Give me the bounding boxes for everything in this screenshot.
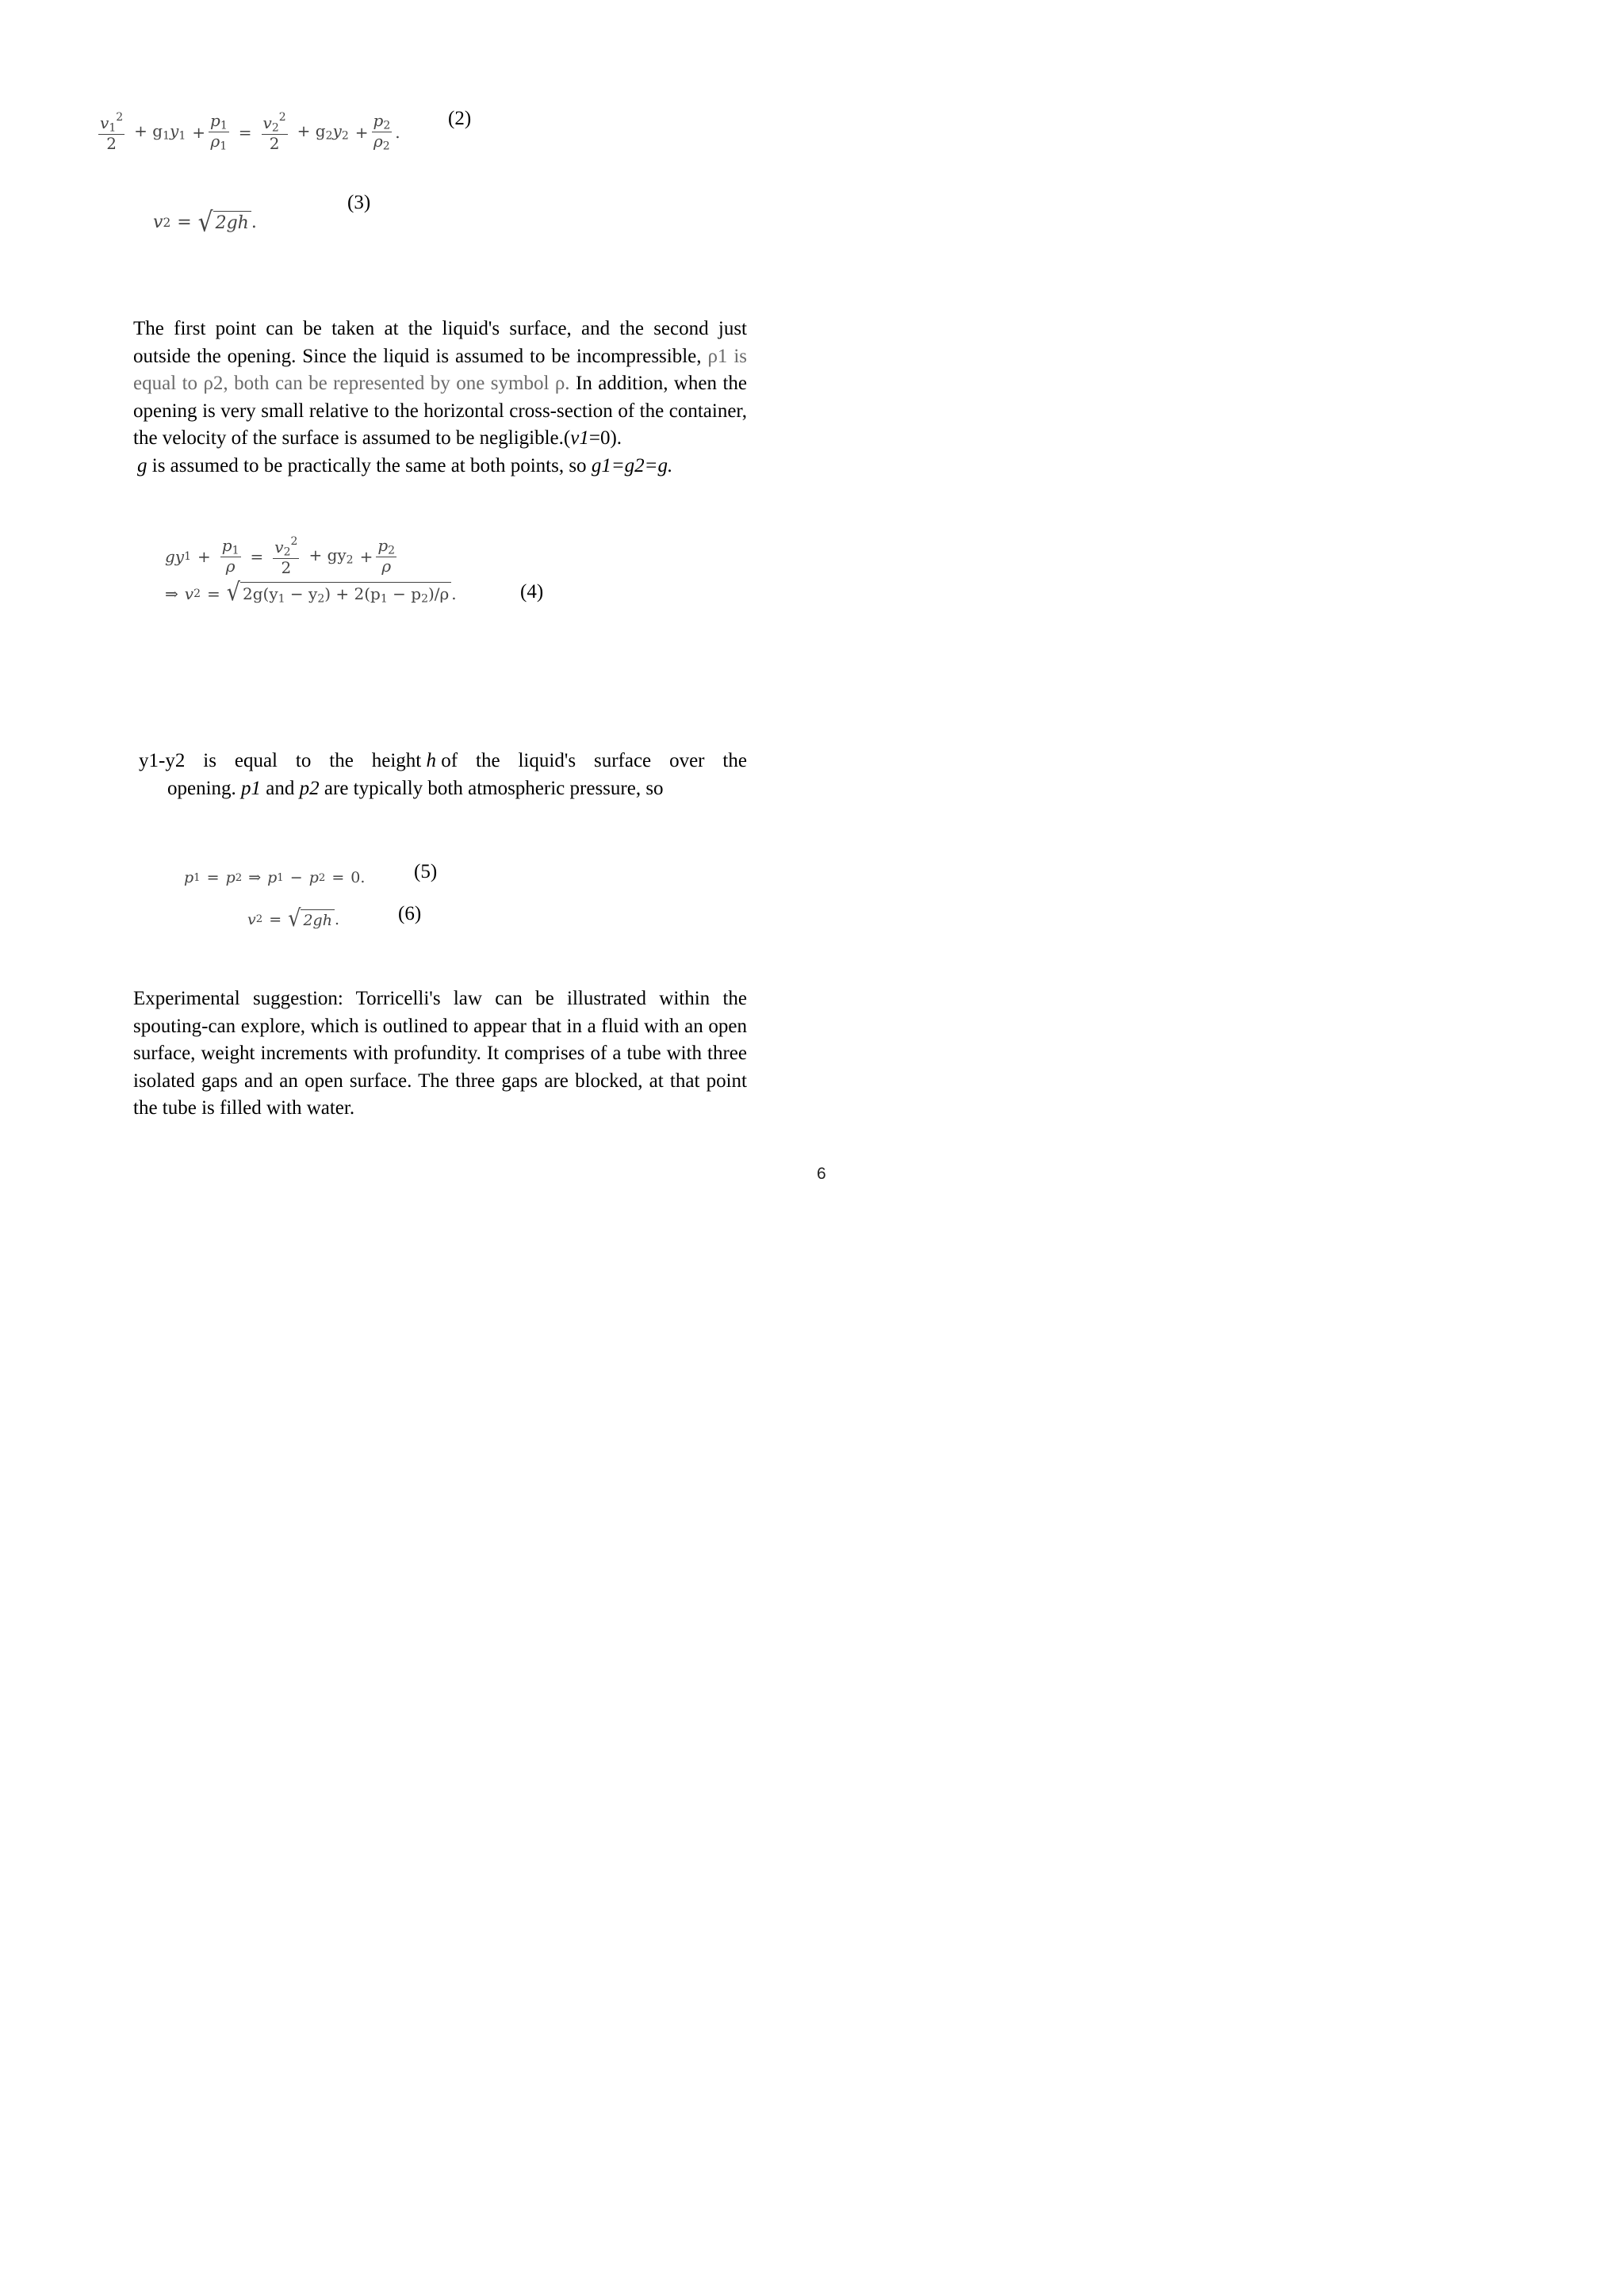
page-number: 6 [817, 1165, 826, 1183]
eq4-sqrt: √ $2g(y_1 - y_2) + 2(p_1 - p_2)/\rho$ [227, 582, 452, 606]
equation-number-3: (3) [347, 192, 371, 213]
equation-number-6: (6) [398, 903, 422, 924]
eq2-frac-v1: $\frac{v_1^2}{2}$ [100, 111, 124, 154]
eq3-sqrt: √ 2gh [198, 211, 251, 235]
paragraph-experimental-suggestion: Experimental suggestion: Torricelli's law can be illustrated within the spouting-can explore, which is outlined to appear that in a fluid with an open surface, weight increments with profundity. It comprises of a tube with three isolated gaps and an open surface. The three gaps are blocked, at that point the tube is filled with water. [133, 988, 747, 1119]
eq6-sqrt: √ 2gh [288, 909, 335, 930]
paragraph-height: y1-y2 is equal to the height h of the liquid's surface over the opening. p1 and p2 are typically both atmospheric pressure, so [139, 750, 747, 799]
gray-text-density: ρ1 is equal to ρ2, both can be represented by one symbol ρ. [133, 345, 748, 395]
equation-number-2: (2) [448, 108, 472, 129]
eq4-line1: gy 1 + $\frac{p_1}{\rho}$ = $\frac{v_2^2}{2}$ + $gy_2$ + $\frac{p_2}{\rho}$ [165, 535, 396, 578]
eq2-frac-v2: $\frac{v_2^2}{2}$ [262, 111, 286, 154]
equation-number-5: (5) [414, 861, 438, 882]
equation-3: v 2 = √ 2gh . [153, 206, 257, 239]
eq2-frac-p1: $\frac{p_1}{\rho_1}$ [210, 110, 228, 153]
equation-2: $\frac{v_1^2}{2}$ + $g_1y_1$ + $\frac{p_1}{\rho_1}$ = $\frac{v_2^2}{2}$ + $g_2y_2$ + $\frac{p_2}{\rho_2}$ . [100, 110, 400, 154]
equation-4 [165, 535, 457, 606]
eq4-line2: ⇒ v 2 = √ $2g(y_1 - y_2) + 2(p_1 - p_2)/\rho$ . [165, 578, 457, 607]
equation-5: p 1 = p 2 ⇒ p 1 − p 2 = 0 . [184, 869, 366, 886]
eq2-frac-p2: $\frac{p_2}{\rho_2}$ [373, 110, 391, 153]
equation-6: v 2 = √ 2gh . [247, 905, 340, 933]
equation-number-4: (4) [520, 581, 544, 603]
paragraph-assumptions: The first point can be taken at the liquid's surface, and the second just outside the opening. Since the liquid is assumed to be incompressible, ρ1 is equal to ρ2, both can be represented by one symbol ρ. In addition, when the opening is very small relative to the horizontal cross-section of the container, the velocity of the surface is assumed to be negligible.(v1=0). g is assumed to be practically the same at both points, so g1=g2=g. [133, 318, 748, 476]
